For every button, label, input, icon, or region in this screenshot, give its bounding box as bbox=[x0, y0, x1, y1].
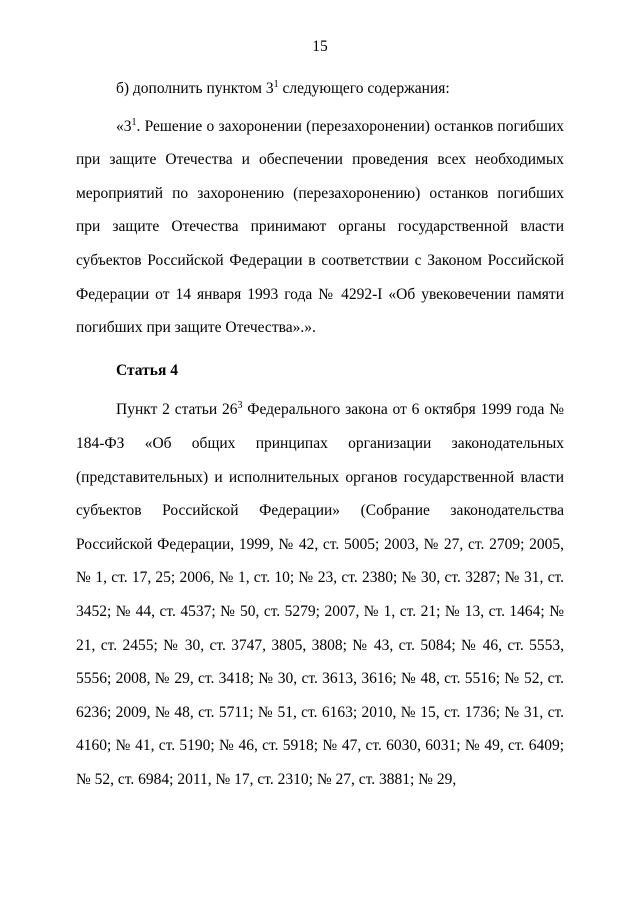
paragraph-amendment-text bbox=[76, 110, 564, 345]
text-fragment: следующего содержания: bbox=[278, 80, 450, 97]
article-heading: Статья 4 bbox=[116, 361, 178, 379]
document-body bbox=[76, 72, 564, 796]
text-fragment: Федерального закона от 6 октября 1999 года № 184-ФЗ «Об общих принципах организации законодательных (представительных) и исполнительных органов государственной власти субъектов Российской Федерации» (Собрание законодательства Российской Федерации, 1999, № 42, ст. 5005; 2003, № 27, ст. 2709; 2005, № 1, ст. 17, 25; 2006, № 1, ст. 10; № 23, ст. 2380; № 30, ст. 3287; № 31, ст. 3452; № 44, ст. 4537; № 50, ст. 5279; 2007, № 1, ст. 21; № 13, ст. 1464; № 21, ст. 2455; № 30, ст. 3747, 3805, 3808; № 43, ст. 5084; № 46, ст. 5553, 5556; 2008, № 29, ст. 3418; № 30, ст. 3613, 3616; № 48, ст. 5516; № 52, ст. 6236; 2009, № 48, ст. 5711; № 51, ст. 6163; 2010, № 15, ст. 1736; № 31, ст. 4160; № 41, ст. 5190; № 46, ст. 5918; № 47, ст. 6030, 6031; № 49, ст. 6409; № 52, ст. 6984; 2011, № 17, ст. 2310; № 27, ст. 3881; № 29, bbox=[76, 401, 564, 788]
text-fragment: б) дополнить пунктом 3 bbox=[116, 80, 274, 97]
text-fragment: . Решение о захоронении (перезахоронении) останков погибших при защите Отечества и обеспечении проведения всех необходимых мероприятий по захоронению (перезахоронению) останков погибших при защите Отечества принимают органы государственной власти субъектов Российской Федерации в соответствии с Законом Российской Федерации от 14 января 1993 года № 4292-I «Об увековечении памяти погибших при защите Отечества».». bbox=[76, 117, 564, 337]
superscript: 1 bbox=[131, 116, 137, 128]
paragraph-amendment-intro bbox=[76, 72, 564, 106]
superscript: 3 bbox=[237, 400, 243, 412]
text-fragment: «3 bbox=[116, 117, 132, 135]
superscript: 1 bbox=[273, 79, 279, 90]
paragraph-article-body bbox=[76, 393, 564, 796]
page-number: 15 bbox=[312, 38, 328, 55]
text-fragment: Пункт 2 статьи 26 bbox=[116, 401, 238, 419]
